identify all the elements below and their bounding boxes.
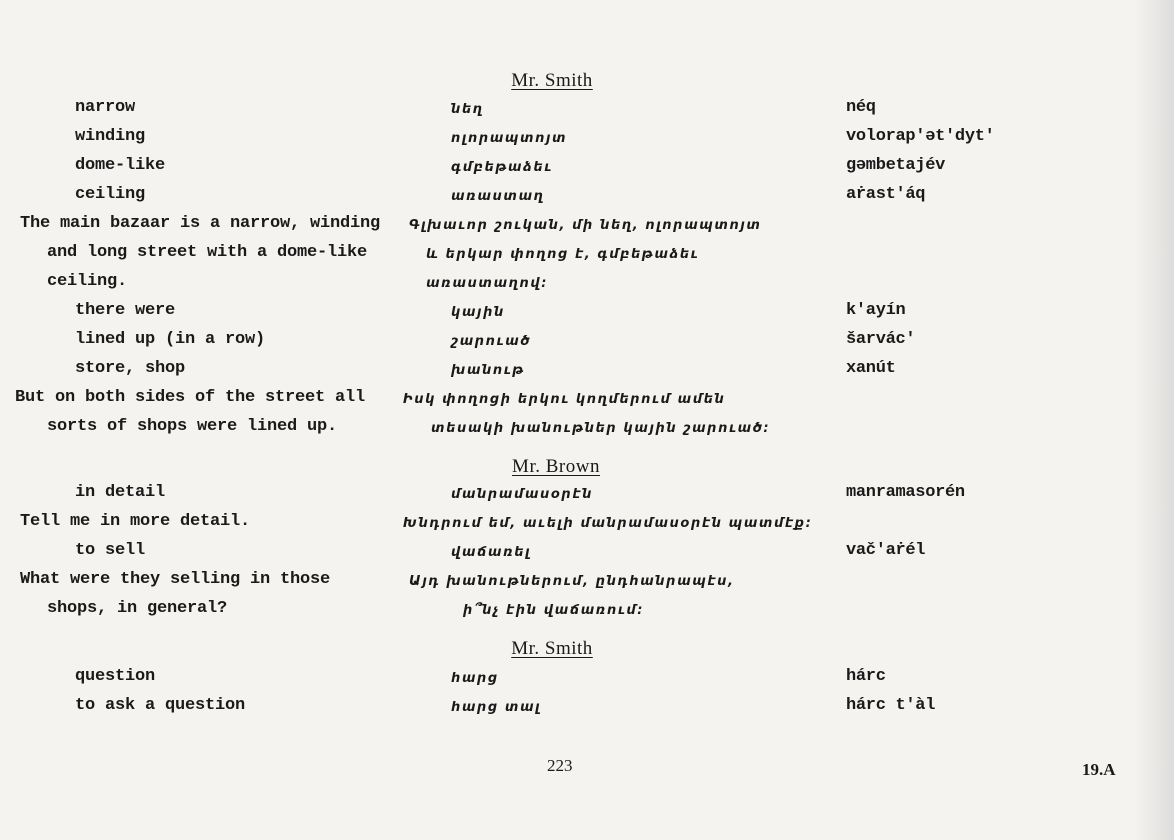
english-text: But on both sides of the street all bbox=[15, 388, 366, 407]
english-text: What were they selling in those bbox=[20, 570, 331, 589]
armenian-text: շարուած bbox=[451, 334, 532, 349]
armenian-text: գմբեթաձեւ bbox=[451, 160, 553, 175]
speaker-heading: Mr. Smith bbox=[511, 70, 593, 91]
english-text: to ask a question bbox=[75, 696, 246, 715]
armenian-text: խանութ bbox=[451, 363, 525, 378]
english-text: lined up (in a row) bbox=[75, 330, 266, 349]
armenian-text: մանրամասօրէն bbox=[451, 487, 593, 502]
transliteration: néq bbox=[846, 98, 876, 117]
armenian-text: նեղ bbox=[451, 102, 484, 117]
transliteration: xanút bbox=[846, 359, 896, 378]
transliteration: volorap'ət'dyt' bbox=[846, 127, 995, 146]
english-text: and long street with a dome-like bbox=[47, 243, 368, 262]
armenian-text: Իսկ փողոցի երկու կողմերում ամեն bbox=[403, 392, 726, 407]
transliteration: k'ayín bbox=[846, 301, 906, 320]
english-text: store, shop bbox=[75, 359, 186, 378]
english-text: winding bbox=[75, 127, 146, 146]
transliteration: manramasorén bbox=[846, 483, 965, 502]
armenian-text: առաստաղով։ bbox=[426, 276, 549, 291]
armenian-text: ի՞նչ էին վաճառում։ bbox=[463, 603, 645, 618]
armenian-text: Գլխաւոր շուկան, մի նեղ, ոլորապտոյտ bbox=[409, 218, 762, 233]
transliteration: vač'aṙél bbox=[846, 541, 926, 560]
transliteration: aṙast'áq bbox=[846, 185, 926, 204]
english-text: to sell bbox=[75, 541, 146, 560]
transliteration: šarvác' bbox=[846, 330, 916, 349]
page-number: 223 bbox=[547, 756, 573, 775]
transliteration: gəmbetajév bbox=[846, 156, 946, 175]
armenian-text: Խնդրում եմ, աւելի մանրամասօրէն պատմէք։ bbox=[403, 516, 813, 531]
section-label: 19.A bbox=[1082, 760, 1116, 779]
english-text: question bbox=[75, 667, 156, 686]
armenian-text: հարց bbox=[451, 671, 499, 686]
speaker-heading: Mr. Brown bbox=[512, 456, 600, 477]
english-text: sorts of shops were lined up. bbox=[47, 417, 338, 436]
transliteration: hárc t'àl bbox=[846, 696, 936, 715]
english-text: dome-like bbox=[75, 156, 166, 175]
armenian-text: առաստաղ bbox=[451, 189, 545, 204]
transliteration: hárc bbox=[846, 667, 886, 686]
english-text: ceiling bbox=[75, 185, 146, 204]
armenian-text: Այդ խանութներում, ընդհանրապէս, bbox=[409, 574, 735, 589]
english-text: narrow bbox=[75, 98, 136, 117]
armenian-text: կային bbox=[451, 305, 505, 320]
english-text: The main bazaar is a narrow, winding bbox=[20, 214, 381, 233]
speaker-heading: Mr. Smith bbox=[511, 638, 593, 659]
scan-edge-shading bbox=[1134, 0, 1174, 840]
english-text: Tell me in more detail. bbox=[20, 512, 251, 531]
english-text: in detail bbox=[75, 483, 166, 502]
armenian-text: վաճառել bbox=[451, 545, 532, 560]
armenian-text: ոլորապտոյտ bbox=[451, 131, 568, 146]
english-text: there were bbox=[75, 301, 176, 320]
armenian-text: տեսակի խանութներ կային շարուած։ bbox=[431, 421, 771, 436]
armenian-text: և երկար փողոց է, գմբեթաձեւ bbox=[426, 247, 700, 262]
english-text: ceiling. bbox=[47, 272, 128, 291]
english-text: shops, in general? bbox=[47, 599, 228, 618]
armenian-text: հարց տալ bbox=[451, 700, 542, 715]
